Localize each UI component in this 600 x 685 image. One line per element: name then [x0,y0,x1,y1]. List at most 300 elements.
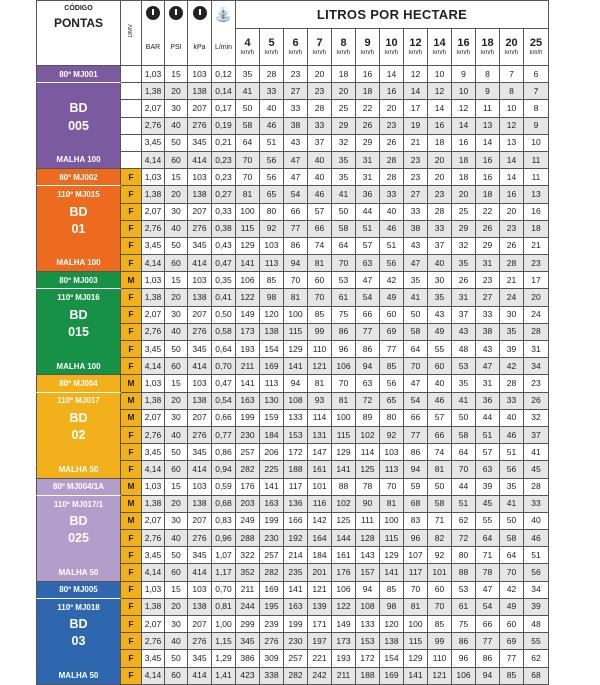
value-cell: 249 [236,512,260,529]
value-cell: 0,86 [212,444,236,461]
value-cell: 70 [236,151,260,168]
value-cell: 18 [524,220,549,237]
value-cell: 121 [308,581,332,598]
value-cell: 35 [332,151,356,168]
value-cell: 23 [380,117,404,134]
dmv-cell: F [121,547,142,564]
value-cell: 4,14 [142,667,165,684]
tip-code-cell [37,444,121,461]
value-cell: 94 [356,581,380,598]
value-cell: 0,64 [212,341,236,358]
value-cell: 96 [452,650,476,667]
value-cell: 423 [236,667,260,684]
value-cell: 54 [404,392,428,409]
dmv-cell: F [121,341,142,358]
value-cell: 40 [500,409,524,426]
value-cell: 50 [332,203,356,220]
value-cell: 100 [404,616,428,633]
value-cell: 120 [380,616,404,633]
value-cell: 16 [428,117,452,134]
value-cell: 1,17 [212,564,236,581]
value-cell: 53 [332,272,356,289]
value-cell: 163 [284,598,308,615]
value-cell: 188 [356,667,380,684]
value-cell: 61 [452,598,476,615]
value-cell: 43 [452,323,476,340]
value-cell: 103 [188,581,212,598]
value-cell: 125 [356,461,380,478]
value-cell: 71 [428,512,452,529]
value-cell: 115 [332,426,356,443]
value-cell: 130 [260,392,284,409]
value-cell: 51 [500,444,524,461]
speed-header [428,29,452,66]
value-cell: 26 [380,134,404,151]
value-cell: 50 [428,478,452,495]
value-cell: 81 [428,461,452,478]
value-cell: 8 [500,83,524,100]
value-cell: 74 [308,237,332,254]
value-cell: 0,58 [212,323,236,340]
value-cell: 115 [380,530,404,547]
value-cell: 122 [236,289,260,306]
table-row [37,151,549,168]
value-cell: 20 [500,203,524,220]
value-cell: 25 [452,203,476,220]
value-cell: 99 [428,633,452,650]
value-cell: 51 [452,495,476,512]
value-cell: 30 [500,306,524,323]
value-cell: 1,03 [142,581,165,598]
value-cell: 13 [500,134,524,151]
value-cell: 41 [404,289,428,306]
dmv-cell: F [121,633,142,650]
value-cell: 159 [260,409,284,426]
value-cell: 2,76 [142,117,165,134]
value-cell: 35 [452,255,476,272]
tip-code-cell: BD [37,409,121,426]
value-cell: 1,03 [142,478,165,495]
tip-code-cell: BD [37,512,121,529]
value-cell: 66 [476,616,500,633]
value-cell: 206 [260,444,284,461]
value-cell: 46 [428,392,452,409]
value-cell: 23 [500,220,524,237]
tip-code-cell: 80º MJ003 [37,272,121,289]
value-cell: 386 [236,650,260,667]
value-cell: 106 [332,358,356,375]
tip-code-cell [37,547,121,564]
value-cell: 57 [356,237,380,254]
value-cell: 115 [284,323,308,340]
value-cell: 16 [476,151,500,168]
value-cell: 60 [165,255,188,272]
value-cell: 89 [356,409,380,426]
value-cell: 51 [260,134,284,151]
value-cell: 86 [332,323,356,340]
speed-header [524,29,549,66]
value-cell: 14 [476,134,500,151]
value-cell: 0,35 [212,272,236,289]
value-cell: 28 [524,323,549,340]
dmv-cell [121,134,142,151]
value-cell: 80 [380,409,404,426]
dmv-cell: F [121,358,142,375]
dmv-cell: F [121,306,142,323]
value-cell: 56 [260,151,284,168]
dmv-cell [121,117,142,134]
value-cell: 48 [452,341,476,358]
value-cell: 30 [428,272,452,289]
litros-header: LITROS POR HECTARE [236,1,549,29]
value-cell: 41 [524,444,549,461]
speed-header [500,29,524,66]
value-cell: 70 [404,358,428,375]
table-row [37,341,549,358]
table-row [37,117,549,134]
value-cell: 85 [380,358,404,375]
tip-code-cell: 110º MJ018 [37,598,121,615]
value-cell: 2,76 [142,323,165,340]
value-cell: 106 [236,272,260,289]
value-cell: 20 [165,598,188,615]
value-cell: 47 [284,151,308,168]
value-cell: 1,38 [142,598,165,615]
value-cell: 24 [524,306,549,323]
value-cell: 82 [428,530,452,547]
value-cell: 4,14 [142,358,165,375]
value-cell: 4,14 [142,255,165,272]
speed-header [356,29,380,66]
value-cell: 102 [332,495,356,512]
value-cell: 55 [428,341,452,358]
value-cell: 20 [165,392,188,409]
value-cell: 166 [284,512,308,529]
value-cell: 103 [188,272,212,289]
tip-code-cell [37,237,121,254]
value-cell: 207 [188,512,212,529]
value-cell: 121 [308,358,332,375]
value-cell: 56 [260,169,284,186]
value-cell: 0,68 [212,495,236,512]
table-row [37,512,549,529]
speed-unit: km/h [480,50,494,57]
value-cell: 98 [260,289,284,306]
value-cell: 50 [165,650,188,667]
value-cell: 26 [524,392,549,409]
value-cell: 149 [332,616,356,633]
value-cell: 40 [165,426,188,443]
value-cell: 282 [236,461,260,478]
dmv-cell [121,151,142,168]
value-cell: 110 [428,650,452,667]
value-cell: 86 [356,341,380,358]
speed-value: 20 [505,37,518,50]
value-cell: 242 [308,667,332,684]
dmv-cell: F [121,220,142,237]
value-cell: 2,07 [142,306,165,323]
value-cell: 20 [428,151,452,168]
table-row [37,203,549,220]
speed-value: 16 [457,37,470,50]
value-cell: 197 [308,633,332,650]
value-cell: 414 [188,358,212,375]
value-cell: 345 [188,444,212,461]
value-cell: 0,43 [212,237,236,254]
speed-header [476,29,500,66]
value-cell: 92 [260,220,284,237]
value-cell: 35 [332,169,356,186]
value-cell: 117 [404,564,428,581]
value-cell: 70 [308,289,332,306]
value-cell: 0,70 [212,581,236,598]
value-cell: 61 [332,289,356,306]
value-cell: 28 [260,66,284,83]
value-cell: 64 [404,341,428,358]
value-cell: 100 [284,306,308,323]
table-row [37,169,549,186]
value-cell: 0,27 [212,186,236,203]
value-cell: 3,45 [142,237,165,254]
value-cell: 11 [524,169,549,186]
tip-code-cell [37,341,121,358]
value-cell: 88 [332,478,356,495]
value-cell: 28 [524,478,549,495]
value-cell: 169 [380,667,404,684]
value-cell: 93 [308,392,332,409]
value-cell: 103 [188,478,212,495]
value-cell: 60 [500,616,524,633]
value-cell: 121 [428,667,452,684]
value-cell: 47 [404,255,428,272]
table-row [37,358,549,375]
value-cell: 20 [165,495,188,512]
value-cell: 58 [500,530,524,547]
value-cell: 14 [500,169,524,186]
value-cell: 143 [356,547,380,564]
value-cell: 66 [404,409,428,426]
dmv-cell [121,100,142,117]
value-cell: 106 [332,581,356,598]
tip-code-cell: 005 [37,117,121,134]
value-cell: 50 [165,134,188,151]
value-cell: 0,12 [212,66,236,83]
table-row [37,616,549,633]
value-cell: 57 [308,203,332,220]
value-cell: 65 [380,392,404,409]
table-row [37,530,549,547]
pressure-gauge-icon [169,6,183,20]
value-cell: 23 [428,186,452,203]
value-cell: 18 [428,134,452,151]
value-cell: 244 [236,598,260,615]
value-cell: 92 [428,547,452,564]
value-cell: 85 [260,272,284,289]
value-cell: 64 [332,237,356,254]
tip-code-cell: MALHA 100 [37,151,121,168]
value-cell: 116 [308,495,332,512]
value-cell: 53 [452,358,476,375]
dmv-cell: F [121,169,142,186]
tip-code-cell [37,134,121,151]
value-cell: 88 [452,564,476,581]
value-cell: 58 [404,323,428,340]
value-cell: 257 [236,444,260,461]
value-cell: 28 [500,375,524,392]
value-cell: 141 [236,255,260,272]
value-cell: 101 [308,478,332,495]
value-cell: 1,41 [212,667,236,684]
value-cell: 103 [260,237,284,254]
value-cell: 72 [356,392,380,409]
value-cell: 18 [476,186,500,203]
value-cell: 35 [428,289,452,306]
value-cell: 29 [452,220,476,237]
value-cell: 41 [236,83,260,100]
tip-code-cell: BD [37,616,121,633]
speed-value: 6 [292,37,299,50]
value-cell: 141 [260,478,284,495]
value-cell: 77 [500,650,524,667]
value-cell: 193 [236,341,260,358]
value-cell: 20 [524,289,549,306]
value-cell: 129 [284,341,308,358]
value-cell: 58 [428,495,452,512]
value-cell: 282 [260,564,284,581]
value-cell: 141 [284,581,308,598]
value-cell: 60 [165,358,188,375]
table-row [37,289,549,306]
dmv-cell [121,83,142,100]
value-cell: 70 [332,375,356,392]
table-row [37,444,549,461]
value-cell: 50 [452,409,476,426]
value-cell: 3,45 [142,650,165,667]
value-cell: 1,38 [142,289,165,306]
value-cell: 26 [476,220,500,237]
dmv-cell: M [121,409,142,426]
value-cell: 0,47 [212,375,236,392]
value-cell: 10 [428,66,452,83]
value-cell: 94 [404,461,428,478]
value-cell: 163 [236,392,260,409]
value-cell: 34 [524,358,549,375]
value-cell: 195 [260,598,284,615]
value-cell: 10 [524,134,549,151]
table-row [37,100,549,117]
value-cell: 27 [284,83,308,100]
table-row [37,83,549,100]
value-cell: 10 [500,100,524,117]
value-cell: 40 [165,530,188,547]
value-cell: 54 [284,186,308,203]
speed-unit: km/h [336,50,350,57]
value-cell: 42 [380,272,404,289]
value-cell: 75 [452,616,476,633]
value-cell: 239 [260,616,284,633]
value-cell: 86 [404,444,428,461]
value-cell: 60 [308,272,332,289]
value-cell: 103 [188,169,212,186]
value-cell: 138 [188,392,212,409]
value-cell: 69 [380,323,404,340]
unit-label: L/min [214,43,233,51]
speed-header [260,29,284,66]
value-cell: 4,14 [142,564,165,581]
value-cell: 214 [284,547,308,564]
value-cell: 65 [260,186,284,203]
value-cell: 99 [308,323,332,340]
value-cell: 51 [380,237,404,254]
value-cell: 0,50 [212,306,236,323]
unit-header [188,29,212,66]
value-cell: 414 [188,667,212,684]
value-cell: 94 [284,375,308,392]
value-cell: 51 [476,426,500,443]
dmv-cell: F [121,255,142,272]
tip-code-cell: 01 [37,220,121,237]
value-cell: 414 [188,151,212,168]
value-cell: 35 [500,478,524,495]
value-cell: 62 [452,512,476,529]
value-cell: 70 [452,461,476,478]
tip-code-cell: 80º MJ004 [37,375,121,392]
value-cell: 54 [356,289,380,306]
dmv-cell: M [121,375,142,392]
value-cell: 94 [356,358,380,375]
dmv-cell: F [121,289,142,306]
value-cell: 153 [284,426,308,443]
value-cell: 29 [332,117,356,134]
value-cell: 0,23 [212,151,236,168]
value-cell: 31 [356,169,380,186]
value-cell: 100 [332,409,356,426]
value-cell: 0,77 [212,426,236,443]
value-cell: 60 [428,358,452,375]
value-cell: 276 [188,633,212,650]
value-cell: 56 [524,564,549,581]
value-cell: 23 [404,151,428,168]
value-cell: 207 [188,616,212,633]
tip-code-cell: MALHA 50 [37,564,121,581]
value-cell: 68 [524,667,549,684]
value-cell: 64 [236,134,260,151]
value-cell: 3,45 [142,547,165,564]
value-cell: 20 [428,169,452,186]
speed-value: 7 [316,37,323,50]
value-cell: 176 [332,564,356,581]
speed-header [452,29,476,66]
value-cell: 60 [165,667,188,684]
value-cell: 211 [236,581,260,598]
value-cell: 138 [188,495,212,512]
value-cell: 9 [524,117,549,134]
dmv-cell: F [121,237,142,254]
value-cell: 40 [165,117,188,134]
value-cell: 17 [524,272,549,289]
value-cell: 309 [260,650,284,667]
value-cell: 50 [500,512,524,529]
value-cell: 27 [476,289,500,306]
value-cell: 58 [452,426,476,443]
value-cell: 103 [380,444,404,461]
value-cell: 56 [380,255,404,272]
value-cell: 9 [476,83,500,100]
value-cell: 1,38 [142,495,165,512]
value-cell: 2,07 [142,203,165,220]
value-cell: 31 [356,151,380,168]
value-cell: 22 [356,100,380,117]
